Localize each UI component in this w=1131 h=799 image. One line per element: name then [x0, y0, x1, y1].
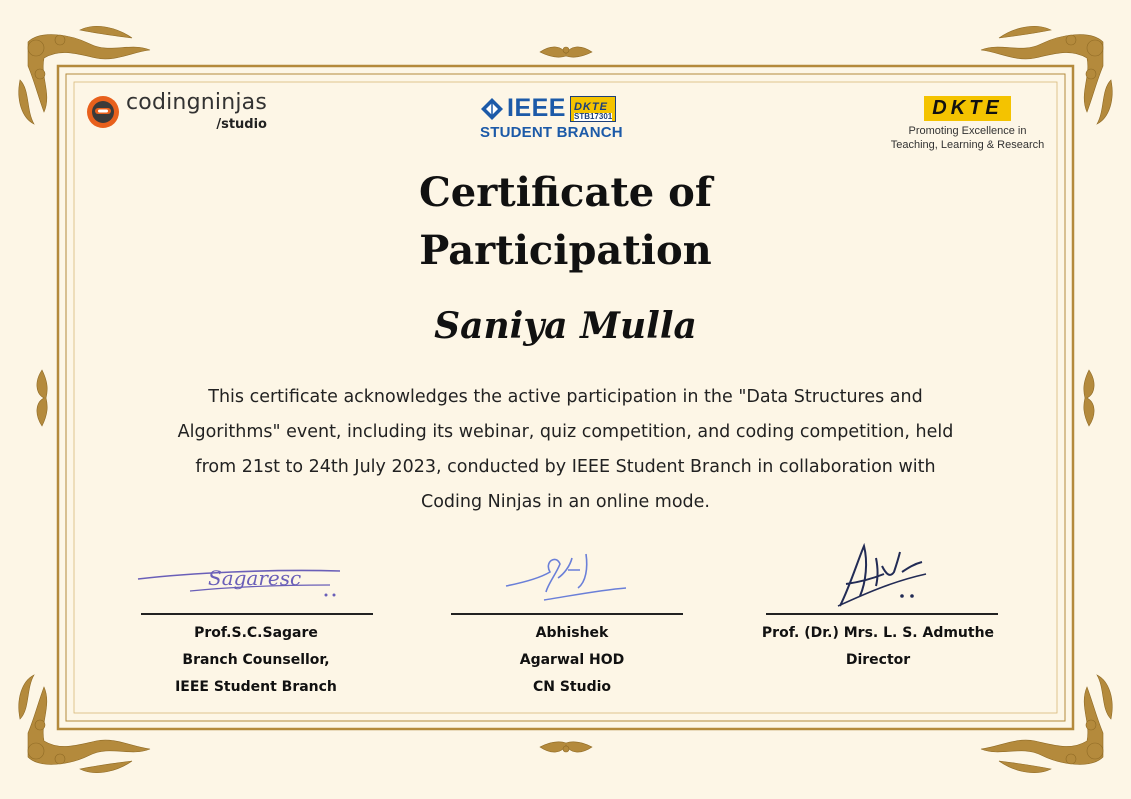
- body-line: This certificate acknowledges the active participation in the "Data Structures and: [208, 387, 923, 407]
- certificate-title-line1: Certificate of: [418, 169, 713, 216]
- coding-ninjas-name: codingninjas: [126, 90, 267, 115]
- dkte-badge: [924, 96, 1010, 121]
- body-line: Algorithms" event, including its webinar, quiz competition, and coding competition, held: [177, 422, 954, 442]
- recipient-name: Saniya Mulla: [434, 305, 697, 347]
- signatory-1-org: IEEE Student Branch: [175, 679, 337, 695]
- coding-ninjas-mark-icon: [86, 95, 120, 129]
- signature-abhishek: [500, 548, 640, 612]
- body-line: from 21st to 24th July 2023, conducted by IEEE Student Branch in collaboration with: [195, 457, 936, 477]
- certificate-body: [130, 380, 1001, 520]
- coding-ninjas-logo: [86, 92, 267, 131]
- signatory-3-role: Director: [845, 652, 911, 668]
- dkte-logo: [890, 96, 1045, 152]
- signature-sagare: [130, 555, 360, 610]
- signature-line-3: [766, 613, 998, 615]
- dkte-tagline-1: Promoting Excellence in: [908, 125, 1027, 137]
- signatory-1-role: Branch Counsellor,: [182, 652, 330, 668]
- ieee-subtitle: STUDENT BRANCH: [480, 124, 623, 141]
- dkte-name: DKTE: [932, 97, 1003, 119]
- ieee-diamond-icon: [480, 97, 504, 121]
- signature-line-2: [451, 613, 683, 615]
- ieee-badge-name: DKTE: [573, 100, 608, 113]
- certificate-title-line2: Participation: [419, 227, 712, 274]
- signatory-1: [126, 620, 386, 701]
- signatory-2-role: Agarwal HOD: [519, 652, 625, 668]
- dkte-tagline-2: Teaching, Learning & Research: [890, 139, 1045, 151]
- signatory-1-name: Prof.S.C.Sagare: [194, 625, 318, 641]
- ieee-badge-code: STB17301: [573, 111, 613, 121]
- ieee-dkte-badge: [570, 96, 616, 122]
- signature-admuthe: [830, 538, 940, 612]
- signatory-3: [738, 620, 1018, 674]
- ieee-wordmark: IEEE: [507, 94, 566, 122]
- coding-ninjas-sub: /studio: [216, 117, 267, 132]
- signatory-2-name: Abhishek: [535, 625, 609, 641]
- signatory-2-org: CN Studio: [532, 679, 612, 695]
- signature-line-1: [141, 613, 373, 615]
- body-line: Coding Ninjas in an online mode.: [421, 492, 710, 512]
- signatory-2: [442, 620, 702, 701]
- signature-sagare-text: Sagaresc: [208, 566, 302, 590]
- ieee-student-branch-logo: [480, 94, 650, 141]
- signatory-3-name: Prof. (Dr.) Mrs. L. S. Admuthe: [761, 625, 995, 641]
